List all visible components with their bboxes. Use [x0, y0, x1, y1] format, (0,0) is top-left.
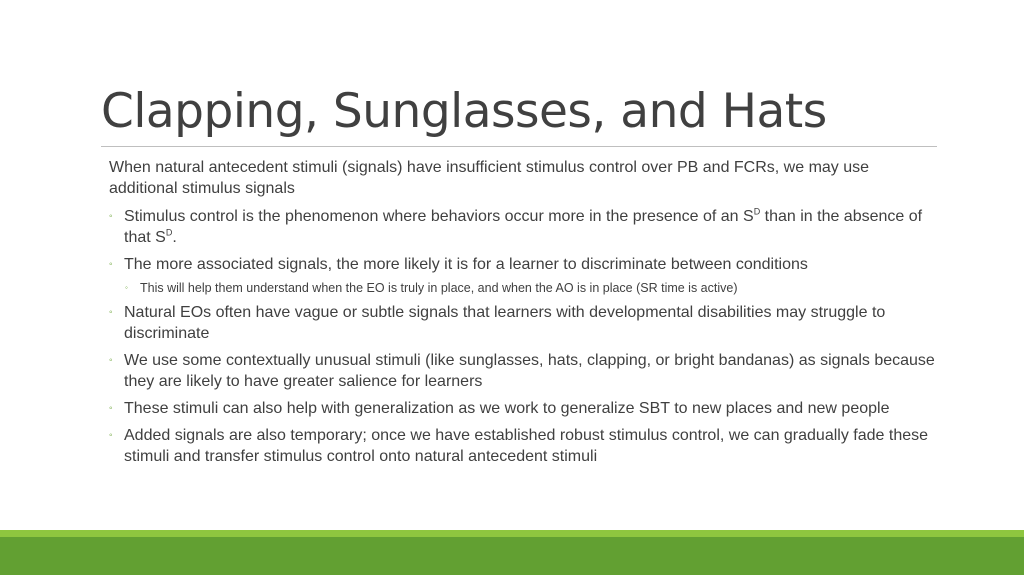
bullet-item	[109, 425, 941, 467]
bullet-item	[109, 398, 941, 419]
sub-bullet-text: This will help them understand when the EO is truly in place, and when the AO is in place (SR time is active)	[140, 281, 738, 295]
bullet-marker-icon: ◦	[109, 259, 113, 270]
bullet-item	[109, 254, 941, 275]
bullet-text-part: .	[172, 229, 177, 246]
bullet-marker-icon: ◦	[109, 307, 113, 318]
sub-bullet-marker-icon: ◦	[125, 283, 128, 292]
bullet-marker-icon: ◦	[109, 403, 113, 414]
slide-title: Clapping, Sunglasses, and Hats	[101, 84, 827, 139]
intro-paragraph: When natural antecedent stimuli (signals) have insufficient stimulus control over PB and FCRs, we may use additional stimulus signals	[109, 159, 870, 197]
bullet-marker-icon: ◦	[109, 355, 113, 366]
title-divider	[101, 146, 937, 147]
bullet-marker-icon: ◦	[109, 211, 113, 222]
bullet-text: We use some contextually unusual stimuli (like sunglasses, hats, clapping, or bright bandanas) as signals because they are likely to have greater salience for learners	[124, 352, 935, 390]
bullet-text-part: than in the absence of that S	[124, 208, 923, 246]
bullet-text: These stimuli can also help with generalization as we work to generalize SBT to new places and new people	[124, 400, 890, 417]
bullet-item	[109, 302, 941, 344]
bullet-text: Natural EOs often have vague or subtle signals that learners with developmental disabilities may struggle to discriminate	[124, 304, 886, 342]
sub-bullet-item	[109, 280, 941, 296]
bullet-text: The more associated signals, the more likely it is for a learner to discriminate between conditions	[124, 256, 808, 273]
slide-body	[109, 157, 941, 473]
bullet-text-part: Stimulus control is the phenomenon where behaviors occur more in the presence of an S	[124, 208, 754, 225]
superscript-d: D	[165, 227, 173, 238]
bullet-item	[109, 350, 941, 392]
footer-band-dark	[0, 537, 1024, 575]
superscript-d: D	[753, 206, 761, 217]
footer-band-light	[0, 530, 1024, 537]
bullet-text	[124, 208, 922, 246]
bullet-text: Added signals are also temporary; once we have established robust stimulus control, we can gradually fade these stimuli and transfer stimulus control onto natural antecedent stimuli	[124, 427, 929, 465]
bullet-marker-icon: ◦	[109, 430, 113, 441]
bullet-item	[109, 206, 941, 248]
